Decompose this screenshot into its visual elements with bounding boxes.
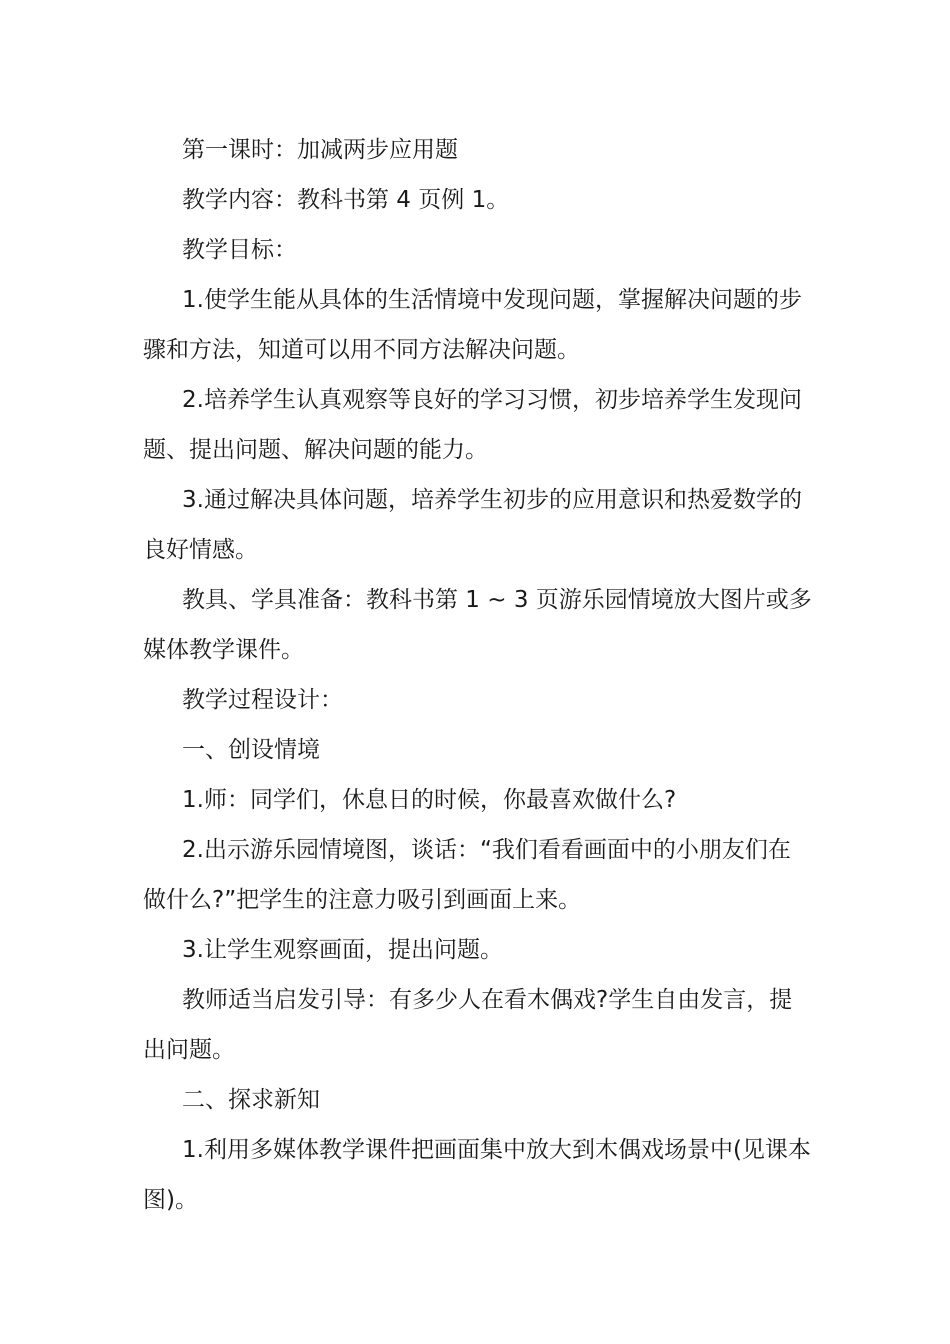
goal-item-3: 3.通过解决具体问题，培养学生初步的应用意识和热爱数学的良好情感。 (143, 487, 802, 563)
section-heading-1: 一、创设情境 (182, 737, 320, 763)
explore-step-1: 1.利用多媒体教学课件把画面集中放大到木偶戏场景中(见课本图)。 (143, 1137, 811, 1213)
section-heading-2: 二、探求新知 (182, 1087, 320, 1113)
step-1: 1.师：同学们，休息日的时候，你最喜欢做什么? (182, 787, 677, 813)
goal-item-1: 1.使学生能从具体的生活情境中发现问题，掌握解决问题的步骤和方法，知道可以用不同方法解决问题。 (143, 287, 802, 363)
teacher-guidance: 教师适当启发引导：有多少人在看木偶戏?学生自由发言，提出问题。 (143, 987, 793, 1063)
step-3: 3.让学生观察画面，提出问题。 (182, 937, 503, 963)
step-2: 2.出示游乐园情境图，谈话：“我们看看画面中的小朋友们在做什么?”把学生的注意力吸引到画面上来。 (143, 837, 791, 913)
teaching-goals-heading: 教学目标： (182, 237, 297, 263)
lesson-title: 第一课时：加减两步应用题 (182, 137, 458, 163)
teaching-content: 教学内容：教科书第 4 页例 1。 (182, 187, 510, 213)
goal-item-2: 2.培养学生认真观察等良好的学习习惯，初步培养学生发现问题、提出问题、解决问题的能力。 (143, 387, 802, 463)
document-body (143, 125, 813, 1225)
process-heading: 教学过程设计： (182, 687, 343, 713)
teaching-aids: 教具、学具准备：教科书第 1 ~ 3 页游乐园情境放大图片或多媒体教学课件。 (143, 587, 812, 663)
